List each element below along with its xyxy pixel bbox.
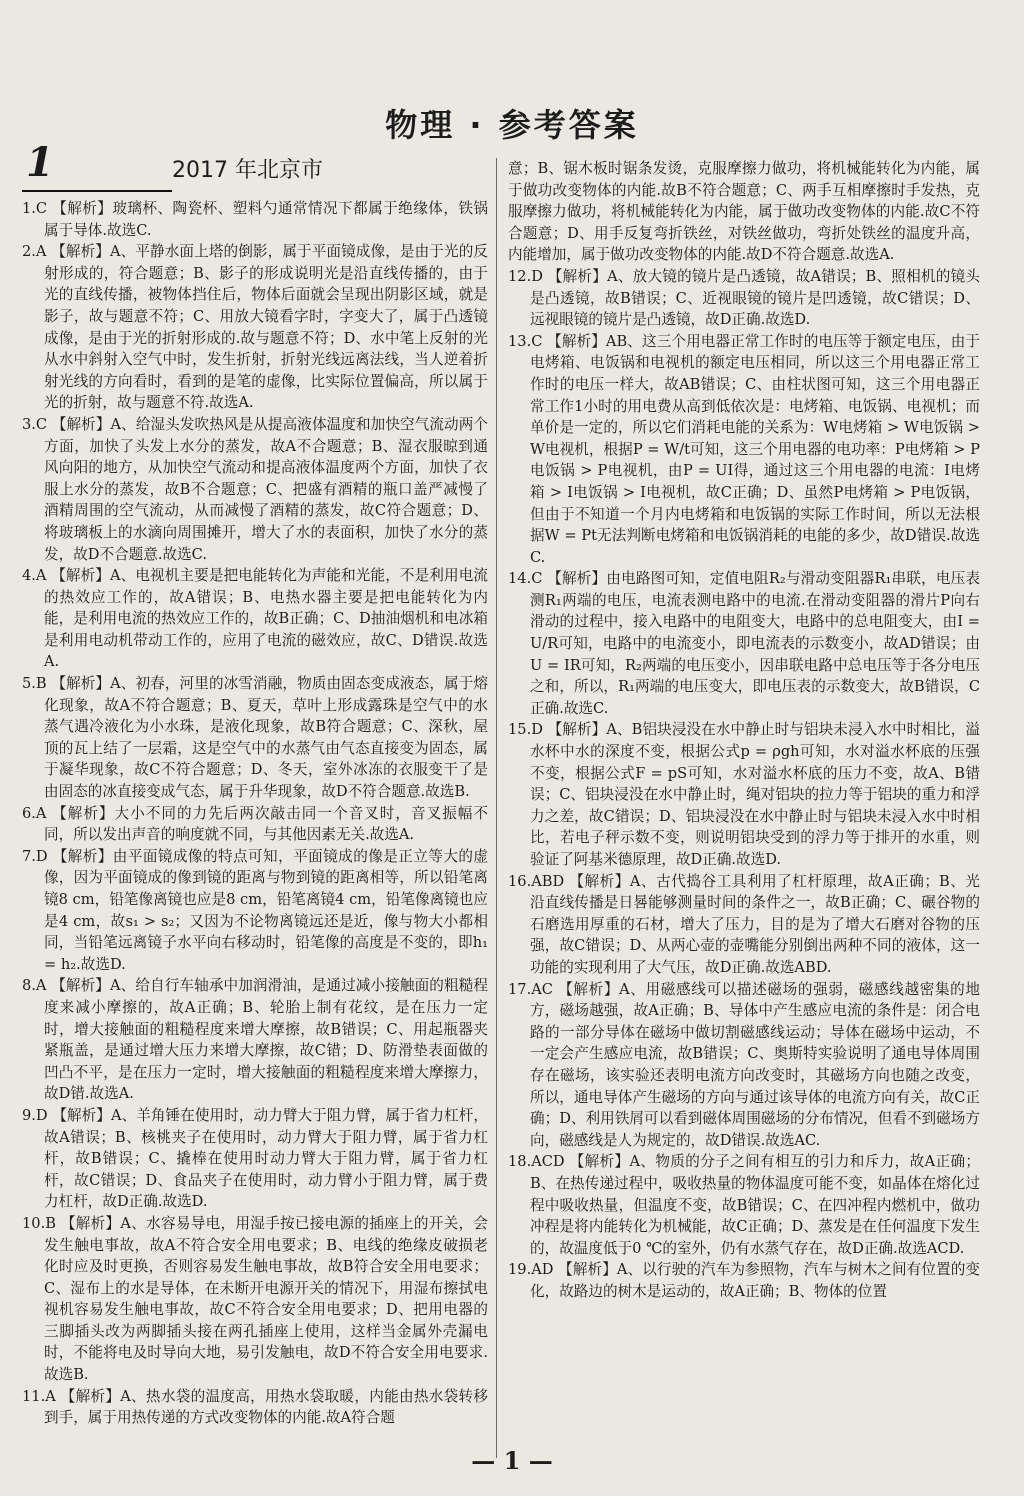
answer-item: 10.B 【解析】A、水容易导电，用湿手按已接电源的插座上的开关，会发生触电事故，故A不符合安全用电要求；B、电线的绝缘皮破损老化时应及时更换，否则容易发生触电事故，故B符合安全用电要求；C、湿布上的水是导体，在未断开电源开关的情况下，用湿布擦拭电视机容易发生触电事故，故C不符合安全用电要求；D、把用电器的三脚插头改为两脚插头接在两孔插座上使用，这样当金属外壳漏电时，不能将电及时导向大地，易引发触电，故D不符合安全用电要求.故选B. — [22, 1214, 488, 1384]
answer-item: 9.D 【解析】A、羊角锤在使用时，动力臂大于阻力臂，属于省力杠杆，故A错误；B、核桃夹子在使用时，动力臂大于阻力臂，属于省力杠杆，故B错误；C、撬棒在使用时动力臂大于阻力臂，属于省力杠杆，故C错误；D、食品夹子在使用时，动力臂小于阻力臂，属于费力杠杆，故D正确.故选D. — [22, 1106, 488, 1211]
answer-item: 1.C 【解析】玻璃杯、陶瓷杯、塑料勺通常情况下都属于绝缘体，铁锅属于导体.故选C. — [22, 200, 488, 239]
right-column — [508, 158, 980, 1302]
section-rule — [22, 190, 172, 192]
answer-item: 12.D 【解析】A、放大镜的镜片是凸透镜，故A错误；B、照相机的镜头是凸透镜，故B错误；C、近视眼镜的镜片是凹透镜，故C错误；D、远视眼镜的镜片是凸透镜，故D正确.故选D. — [508, 267, 980, 329]
answer-item: 4.A 【解析】A、电视机主要是把电能转化为声能和光能，不是利用电流的热效应工作的，故A错误；B、电热水器主要是把电能转化为内能，是利用电流的热效应工作的，故B正确；C、D抽油烟机和电冰箱是利用电动机带动工作的，应用了电流的磁效应，故C、D错误.故选A. — [22, 567, 488, 671]
answer-item: 5.B 【解析】A、初春，河里的冰雪消融，物质由固态变成液态，属于熔化现象，故A不符合题意；B、夏天，草叶上形成露珠是空气中的水蒸气遇冷液化为小水珠，是液化现象，故B符合题意；C、深秋，屋顶的瓦上结了一层霜，这是空气中的水蒸气由气态直接变为固态，属于凝华现象，故C不符合题意；D、冬天，室外冰冻的衣服变干了是由固态的冰直接变成气态，属于升华现象，故D不符合题意.故选B. — [22, 675, 488, 801]
answer-item: 17.AC 【解析】A、用磁感线可以描述磁场的强弱，磁感线越密集的地方，磁场越强，故A正确；B、导体中产生感应电流的条件是：闭合电路的一部分导体在磁场中做切割磁感线运动；导体在磁场中运动，不一定会产生感应电流，故B错误；C、奥斯特实验说明了通电导体周围存在磁场，该实验还表明电流方向改变时，其磁场方向也随之改变，所以，通电导体产生磁场的方向与通过该导体的电流方向有关，故C正确；D、利用铁屑可以看到磁体周围磁场的分布情况，但看不到磁场方向，磁感线是人为规定的，故D错误.故选AC. — [508, 980, 980, 1149]
page-title: 物理 · 参考答案 — [385, 106, 639, 144]
left-column — [22, 139, 488, 1429]
page-number: — 1 — — [471, 1446, 553, 1475]
answer-item: 15.D 【解析】A、B铝块浸没在水中静止时与铝块未浸入水中时相比，溢水杯中水的深度不变，根据公式p = ρgh可知，水对溢水杯底的压强不变，根据公式F = pS可知，水对溢水杯底的压力不变，故A、B错误；C、铝块浸没在水中静止时，绳对铝块的拉力等于铝块的重力和浮力之差，故C错误；D、铝块浸没在水中静止时与铝块未浸入水中时相比，若电子秤示数不变，则说明铝块受到的浮力等于排开的水重，则验证了阿基米德原理，故D正确.故选D. — [508, 721, 980, 868]
section-number: 1 — [26, 139, 54, 186]
answer-item: 3.C 【解析】A、给湿头发吹热风是从提高液体温度和加快空气流动两个方面，加快了头发上水分的蒸发，故A不合题意；B、湿衣服晾到通风向阳的地方，从加快空气流动和提高液体温度两个方面，加快了衣服上水分的蒸发，故B不合题意；C、把盛有酒精的瓶口盖严减慢了酒精周围的空气流动，从而减慢了酒精的蒸发，故C符合题意；D、将玻璃板上的水滴向周围摊开，增大了水的表面积，加快了水分的蒸发，故D不合题意.故选C. — [22, 415, 488, 563]
answer-item: 16.ABD 【解析】A、古代捣谷工具利用了杠杆原理，故A正确；B、光沿直线传播是日晷能够测量时间的条件之一，故B正确；C、碾谷物的石磨选用厚重的石材，增大了压力，目的是为了增大石磨对谷物的压强，故C错误；D、从两心壶的壶嘴能分别倒出两种不同的液体，这一功能的实现利用了大气压，故D正确.故选ABD. — [508, 872, 980, 976]
answer-item: 11.A 【解析】A、热水袋的温度高，用热水袋取暖，内能由热水袋转移到手，属于用热传递的方式改变物体的内能.故A符合题 — [22, 1387, 488, 1427]
answer-item: 6.A 【解析】大小不同的力先后两次敲击同一个音叉时，音叉振幅不同，所以发出声音的响度就不同，与其他因素无关.故选A. — [22, 804, 488, 844]
answer-item: 2.A 【解析】A、平静水面上塔的倒影，属于平面镜成像，是由于光的反射形成的，符合题意；B、影子的形成说明光是沿直线传播的，由于光的直线传播，被物体挡住后，物体后面就会呈现出阴影区域，就是影子，故与题意不符；C、用放大镜看字时，字变大了，属于凸透镜成像，是由于光的折射形成的.故与题意不符；D、水中笔上反射的光从水中斜射入空气中时，发生折射，折射光线远离法线，当人逆着折射光线的方向看时，看到的是笔的虚像，比实际位置偏高，所以属于光的折射，故与题意不符.故选A. — [22, 243, 488, 412]
answer-continuation: 意；B、锯木板时锯条发烫，克服摩擦力做功，将机械能转化为内能，属于做功改变物体的内能.故B不符合题意；C、两手互相摩擦时手发热，克服摩擦力做功，将机械能转化为内能，属于做功改变物体的内能.故C不符合题意；D、用手反复弯折铁丝，对铁丝做功，弯折处铁丝的温度升高，内能增加，属于做功改变物体的内能.故D不符合题意.故选A. — [508, 160, 980, 264]
section-header — [22, 139, 488, 194]
answer-item: 7.D 【解析】由平面镜成像的特点可知，平面镜成的像是正立等大的虚像，因为平面镜成的像到镜的距离与物到镜的距离相等，所以铅笔离镜8 cm，铅笔像离镜也应是8 cm，铅笔离镜4 cm，铅笔像离镜也应是4 cm，故s₁ > s₂；又因为不论物离镜远还是近，像与物大小都相同，当铅笔远离镜子水平向右移动时，铅笔像的高度是不变的，即h₁ = h₂.故选D. — [22, 847, 488, 973]
column-divider — [496, 158, 497, 1458]
answer-item: 18.ACD 【解析】A、物质的分子之间有相互的引力和斥力，故A正确；B、在热传递过程中，吸收热量的物体温度可能不变，如晶体在熔化过程中吸收热量，但温度不变，故B错误；C、在四冲程内燃机中，做功冲程是将内能转化为机械能，故C正确；D、蒸发是在任何温度下发生的，故温度低于0 ℃的室外，仍有水蒸气存在，故D正确.故选ACD. — [508, 1153, 980, 1257]
answer-item: 8.A 【解析】A、给自行车轴承中加润滑油，是通过减小接触面的粗糙程度来减小摩擦的，故A正确；B、轮胎上制有花纹，是在压力一定时，增大接触面的粗糙程度来增大摩擦，故B错误；C、用起瓶器夹紧瓶盖，是通过增大压力来增大摩擦，故C错；D、防滑垫表面做的凹凸不平，是在压力一定时，增大接触面的粗糙程度来增大摩擦力，故D错.故选A. — [22, 977, 488, 1103]
section-title: 2017 年北京市 — [172, 158, 323, 183]
answer-item: 13.C 【解析】AB、这三个用电器正常工作时的电压等于额定电压，由于电烤箱、电饭锅和电视机的额定电压相同，所以这三个用电器正常工作时的电压一样大，故AB错误；C、由柱状图可知，这三个用电器正常工作1小时的用电费从高到低依次是：电烤箱、电饭锅、电视机；而单价是一定的，所以它们消耗电能的关系为：W电烤箱 > W电饭锅 > W电视机，根据P = W/t可知，这三个用电器的电功率：P电烤箱 > P电饭锅 > P电视机，由P = UI得，通过这三个用电器的电流：I电烤箱 > I电饭锅 > I电视机，故C正确；D、虽然P电烤箱 > P电饭锅，但由于不知道一个月内电烤箱和电饭锅的实际工作时间，所以无法根据W = Pt无法判断电烤箱和电饭锅消耗的电能的多少，故D错误.故选C. — [508, 332, 980, 566]
answer-item: 19.AD 【解析】A、以行驶的汽车为参照物，汽车与树木之间有位置的变化，故路边的树木是运动的，故A正确；B、物体的位置 — [508, 1261, 980, 1300]
answer-item: 14.C 【解析】由电路图可知，定值电阻R₂与滑动变阻器R₁串联，电压表测R₁两端的电压，电流表测电路中的电流.在滑动变阻器的滑片P向右滑动的过程中，接入电路中的电阻变大，电路中的总电阻变大，由I = U/R可知，电路中的电流变小，即电流表的示数变小，故AD错误；由U = IR可知，R₂两端的电压变小，因串联电路中总电压等于各分电压之和，所以，R₁两端的电压变大，即电压表的示数变大，故B错误，C正确.故选C. — [508, 570, 980, 717]
